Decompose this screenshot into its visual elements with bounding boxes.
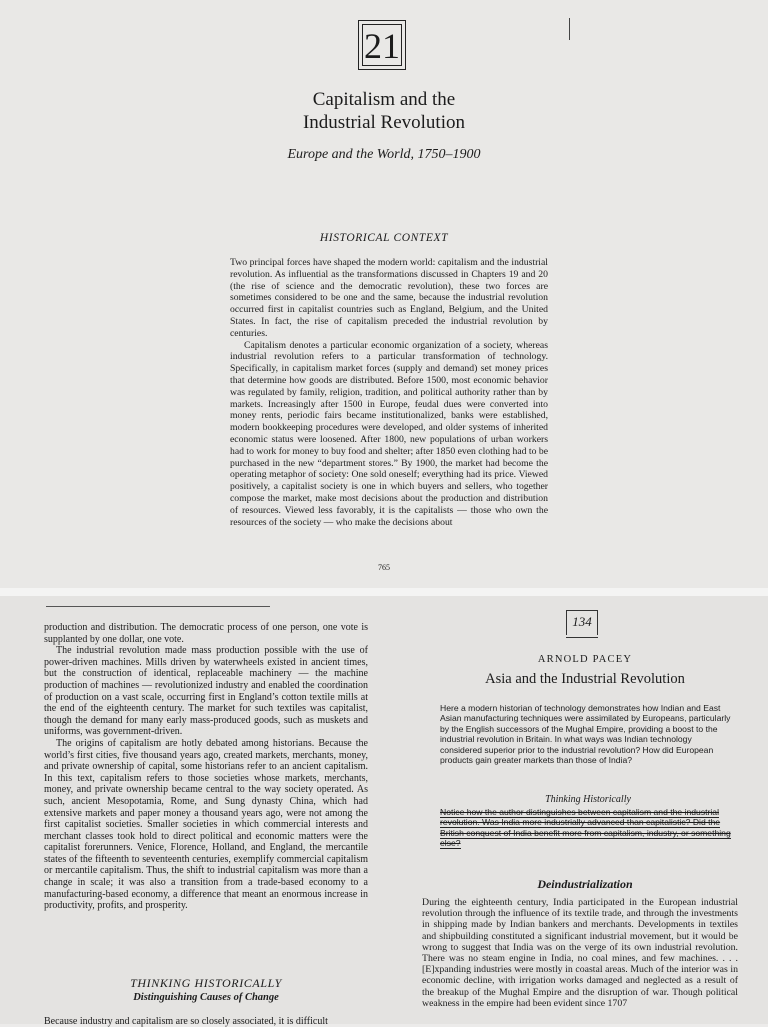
right-column-text — [422, 897, 738, 1009]
deindustrialization-heading: Deindustrialization — [537, 877, 633, 891]
chapter-subtitle: Europe and the World, 1750–1900 — [287, 147, 481, 162]
chapter-title-line1: Capitalism and the — [312, 89, 456, 110]
selection-intro: Here a modern historian of technology demonstrates how Indian and East Asian manufacturing techniques were assimilated by Europeans, particularly by the English successors of the Mughal Empire, providing a boost to the industrial revolution in Britain. In what ways was Indian technology considered superior prior to the industrial revolution? How did European products gain greater markets than those of India? — [440, 703, 731, 766]
intro-paragraph: Two principal forces have shaped the modern world: capitalism and the industrial revolution. As influential as the transformations discussed in Chapters 19 and 20 (the rise of science and the democratic revolution), these two forces are sometimes considered to be one and the same, because the industrial revolution occurred first in capitalist countries such as England, Belgium, and the United States. In fact, the rise of capitalism preceded the industrial revolution by centuries. — [230, 257, 548, 339]
chapter-title-line2: Industrial Revolution — [302, 112, 465, 133]
left-paragraph: production and distribution. The democratic process of one person, one vote is supplanted by one dollar, one vote. — [44, 622, 368, 645]
selection-number: 134 — [566, 610, 598, 635]
left-column-cut-line: Because industry and capitalism are so closely associated, it is difficult — [44, 1016, 328, 1027]
page-number: 765 — [378, 563, 390, 572]
left-paragraph: The industrial revolution made mass production possible with the use of power-driven machines. Mills driven by waterwheels existed in ancient times, but the construction of identical, replaceable machinery — the machine production of machines — revolutionized industry and enabled the coordination of production on a vast scale, occurring first in England’s cotton textile mills at the end of the eighteenth century. The market for such textiles was capitalist, though the demand for many early mass-produced goods, such as muskets and uniforms, was government-driven. — [44, 645, 368, 738]
thinking-historically-heading: THINKING HISTORICALLY — [130, 976, 282, 990]
annotated-prompt-text: Notice how the author distinguishes between capitalism and the industrial revolution. Was India more industrially advanced than capitalistic? Did the British conquest of India benefit more from capitalism, industry, or something else? — [440, 807, 731, 849]
chapter-number-box — [358, 20, 406, 70]
chapter-title — [0, 88, 768, 134]
historical-context-heading: HISTORICAL CONTEXT — [319, 232, 449, 244]
column-rule — [46, 606, 270, 607]
selection-author: ARNOLD PACEY — [537, 654, 633, 665]
left-column-text — [44, 622, 368, 912]
chapter-number: 21 — [364, 26, 400, 66]
thinking-historically-subheading: Distinguishing Causes of Change — [133, 992, 279, 1003]
selection-title: Asia and the Industrial Revolution — [485, 671, 685, 687]
thinking-historically-prompt — [440, 807, 736, 849]
intro-paragraph: Capitalism denotes a particular economic organization of a society, whereas industrial revolution refers to a particular transformation of technology. Specifically, in capitalism market forces (supply and demand) set money prices that determine how goods are distributed. Before 1500, most economic behavior was regulated by family, religion, tradition, and political authority rather than by markets. Increasingly after 1500 in Europe, feudal dues were converted into money rents, periodic fairs became institutionalized, banks were established, modern bookkeeping procedures were developed, and older systems of inherited economic status were loosened. After 1800, new populations of urban workers had to work for money to buy food and shelter; after 1850 even clothing had to be purchased in the new “department stores.” By 1900, the market had become the operating metaphor of society: One sold oneself; everything had its price. Viewed positively, a capitalist society is one in which buyers and sellers, who together compose the market, make most decisions about the production and distribution of resources. Viewed less favorably, it is the capitalists — those who own the resources of the society — who make the decisions about — [230, 339, 548, 528]
right-paragraph: During the eighteenth century, India participated in the European industrial revolution through the influence of its textile trade, and through the investments in shipping made by Indian bankers and merchants. Developments in textiles and shipbuilding constituted a significant industrial movement, but it would be wrong to suggest that India was on the verge of its own industrial revolution. There was no steam engine in India, no coal mines, and few machines. . . . [E]xpanding industries were mostly in coastal areas. Much of the interior was in economic decline, with irrigation works damaged and neglected as a result of the breakup of the Mughal Empire and the disruption of war. Though political weakness in the empire had been evident since 1707 — [422, 897, 738, 1009]
left-paragraph: The origins of capitalism are hotly debated among historians. Because the world’s first cities, five thousand years ago, created markets, merchants, money, and private ownership of capital, some historians refer to an ancient capitalism. In this text, capitalism refers to those societies whose markets, merchants, money, and private ownership became central to the way society operated. As such, ancient Mesopotamia, Rome, and Sung dynasty China, which had extensive markets and paper money a thousand years ago, were not among the first capitalist societies. Smaller societies in which commercial interests and merchant classes took hold to direct political and economic matters were the capitalist forerunners. Venice, Florence, Holland, and England, the mercantile states of the fifteenth to seventeenth centuries, exemplify commercial capitalism or mercantile capitalism. Thus, the shift to industrial capitalism was more than a change in scale; it was also a transition from a trade-based economy to a manufacturing-based economy, a difference that meant an enormous increase in productivity, profits, and prosperity. — [44, 737, 368, 912]
thinking-historically-small-heading: Thinking Historically — [545, 794, 631, 805]
historical-context-text — [230, 257, 548, 528]
margin-mark — [569, 18, 570, 40]
